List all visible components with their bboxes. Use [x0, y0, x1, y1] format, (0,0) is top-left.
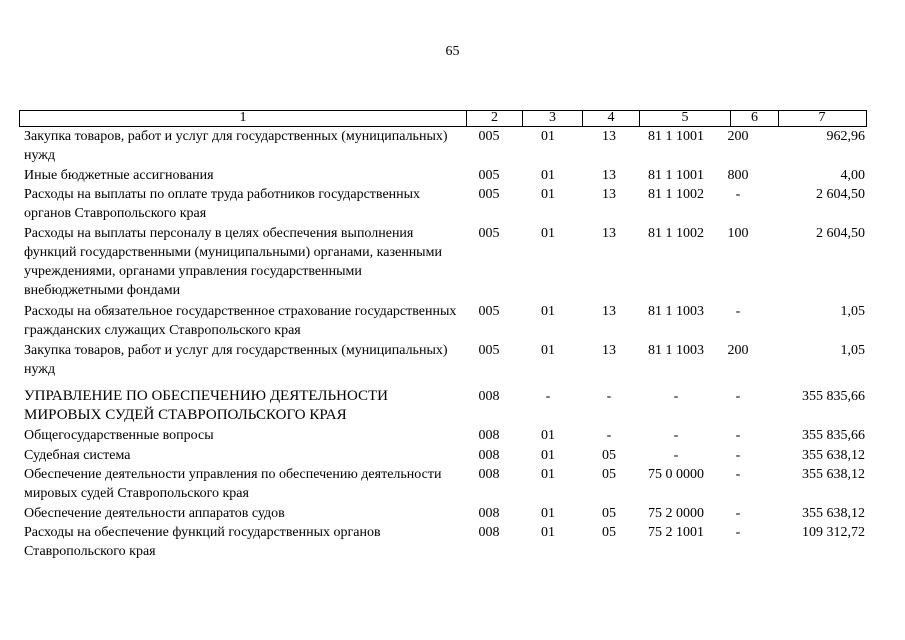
row-vr: - — [735, 506, 741, 521]
row-pr: 13 — [602, 168, 616, 183]
row-vr: 200 — [727, 129, 749, 144]
page-number: 65 — [445, 44, 460, 59]
header-col-4: 4 — [582, 111, 639, 126]
row-pr: 05 — [602, 467, 616, 482]
row-adm: 005 — [478, 187, 500, 202]
row-vr: - — [735, 428, 741, 443]
row-name: Расходы на обязательное государственное страхование государственных гражданских служащих Ставропольского края — [24, 304, 457, 338]
row-name: Закупка товаров, работ и услуг для государственных (муниципальных) нужд — [24, 129, 448, 163]
row-vr: - — [735, 187, 741, 202]
table-header — [19, 110, 867, 127]
row-vr: 800 — [727, 168, 749, 183]
header-col-1: 1 — [239, 110, 247, 125]
row-adm: 008 — [478, 448, 500, 463]
row-csr: 81 1 1001 — [648, 129, 704, 144]
header-col-2: 2 — [466, 111, 522, 126]
header-col-5: 5 — [639, 111, 730, 126]
row-adm: 008 — [478, 506, 500, 521]
row-pr: 05 — [602, 525, 616, 540]
row-sum: 4,00 — [840, 168, 865, 183]
row-pr: 13 — [602, 187, 616, 202]
row-csr: - — [673, 389, 679, 404]
row-name: Обеспечение деятельности управления по обеспечению деятельности мировых судей Ставропольского края — [24, 467, 442, 501]
row-name: Расходы на обеспечение функций государственных органов Ставропольского края — [24, 525, 381, 559]
row-name: Судебная система — [24, 448, 131, 463]
row-name: Общегосударственные вопросы — [24, 428, 214, 443]
row-vr: 200 — [727, 343, 749, 358]
row-sum: 2 604,50 — [816, 187, 865, 202]
row-csr: 81 1 1003 — [648, 304, 704, 319]
row-rz: 01 — [541, 428, 555, 443]
row-csr: - — [673, 448, 679, 463]
header-col-6: 6 — [730, 111, 778, 126]
row-rz: 01 — [541, 168, 555, 183]
row-csr: 75 0 0000 — [648, 467, 704, 482]
row-adm: 008 — [478, 389, 500, 404]
row-name: УПРАВЛЕНИЕ ПО ОБЕСПЕЧЕНИЮ ДЕЯТЕЛЬНОСТИ МИРОВЫХ СУДЕЙ СТАВРОПОЛЬСКОГО КРАЯ — [24, 388, 388, 423]
row-name: Иные бюджетные ассигнования — [24, 168, 214, 183]
row-pr: 13 — [602, 129, 616, 144]
row-csr: 81 1 1002 — [648, 187, 704, 202]
row-rz: 01 — [541, 304, 555, 319]
row-csr: 75 2 1001 — [648, 525, 704, 540]
row-vr: - — [735, 389, 741, 404]
row-rz: 01 — [541, 187, 555, 202]
row-name: Обеспечение деятельности аппаратов судов — [24, 506, 285, 521]
row-rz: 01 — [541, 467, 555, 482]
header-col-3: 3 — [522, 111, 582, 126]
row-name: Закупка товаров, работ и услуг для государственных (муниципальных) нужд — [24, 343, 448, 377]
row-rz: 01 — [541, 448, 555, 463]
row-pr: 13 — [602, 304, 616, 319]
row-adm: 005 — [478, 226, 500, 241]
row-name: Расходы на выплаты персоналу в целях обеспечения выполнения функций государственными (муниципальными) органами, казенными учреждениями, органами управления государственными внебюджетными фондами — [24, 226, 442, 298]
header-col-7: 7 — [778, 111, 865, 126]
row-sum: 1,05 — [840, 304, 865, 319]
row-sum: 1,05 — [840, 343, 865, 358]
row-pr: 05 — [602, 448, 616, 463]
row-adm: 005 — [478, 129, 500, 144]
row-rz: 01 — [541, 226, 555, 241]
row-sum: 962,96 — [826, 129, 865, 144]
row-vr: - — [735, 448, 741, 463]
row-adm: 005 — [478, 343, 500, 358]
row-name: Расходы на выплаты по оплате труда работников государственных органов Ставропольского края — [24, 187, 421, 221]
row-rz: 01 — [541, 525, 555, 540]
row-pr: 05 — [602, 506, 616, 521]
row-sum: 109 312,72 — [802, 525, 865, 540]
row-vr: - — [735, 467, 741, 482]
row-adm: 005 — [478, 168, 500, 183]
row-sum: 355 638,12 — [802, 506, 865, 521]
row-pr: - — [606, 389, 612, 404]
row-vr: - — [735, 525, 741, 540]
row-csr: 75 2 0000 — [648, 506, 704, 521]
row-pr: 13 — [602, 343, 616, 358]
row-rz: 01 — [541, 506, 555, 521]
row-rz: 01 — [541, 343, 555, 358]
row-adm: 008 — [478, 428, 500, 443]
row-pr: 13 — [602, 226, 616, 241]
row-sum: 2 604,50 — [816, 226, 865, 241]
row-csr: 81 1 1002 — [648, 226, 704, 241]
row-rz: - — [545, 389, 551, 404]
row-vr: 100 — [727, 226, 749, 241]
row-csr: - — [673, 428, 679, 443]
row-sum: 355 638,12 — [802, 467, 865, 482]
row-csr: 81 1 1001 — [648, 168, 704, 183]
row-adm: 008 — [478, 467, 500, 482]
row-rz: 01 — [541, 129, 555, 144]
row-adm: 005 — [478, 304, 500, 319]
row-vr: - — [735, 304, 741, 319]
row-sum: 355 835,66 — [802, 428, 865, 443]
row-sum: 355 638,12 — [802, 448, 865, 463]
row-sum: 355 835,66 — [802, 389, 865, 404]
row-pr: - — [606, 428, 612, 443]
row-csr: 81 1 1003 — [648, 343, 704, 358]
row-adm: 008 — [478, 525, 500, 540]
